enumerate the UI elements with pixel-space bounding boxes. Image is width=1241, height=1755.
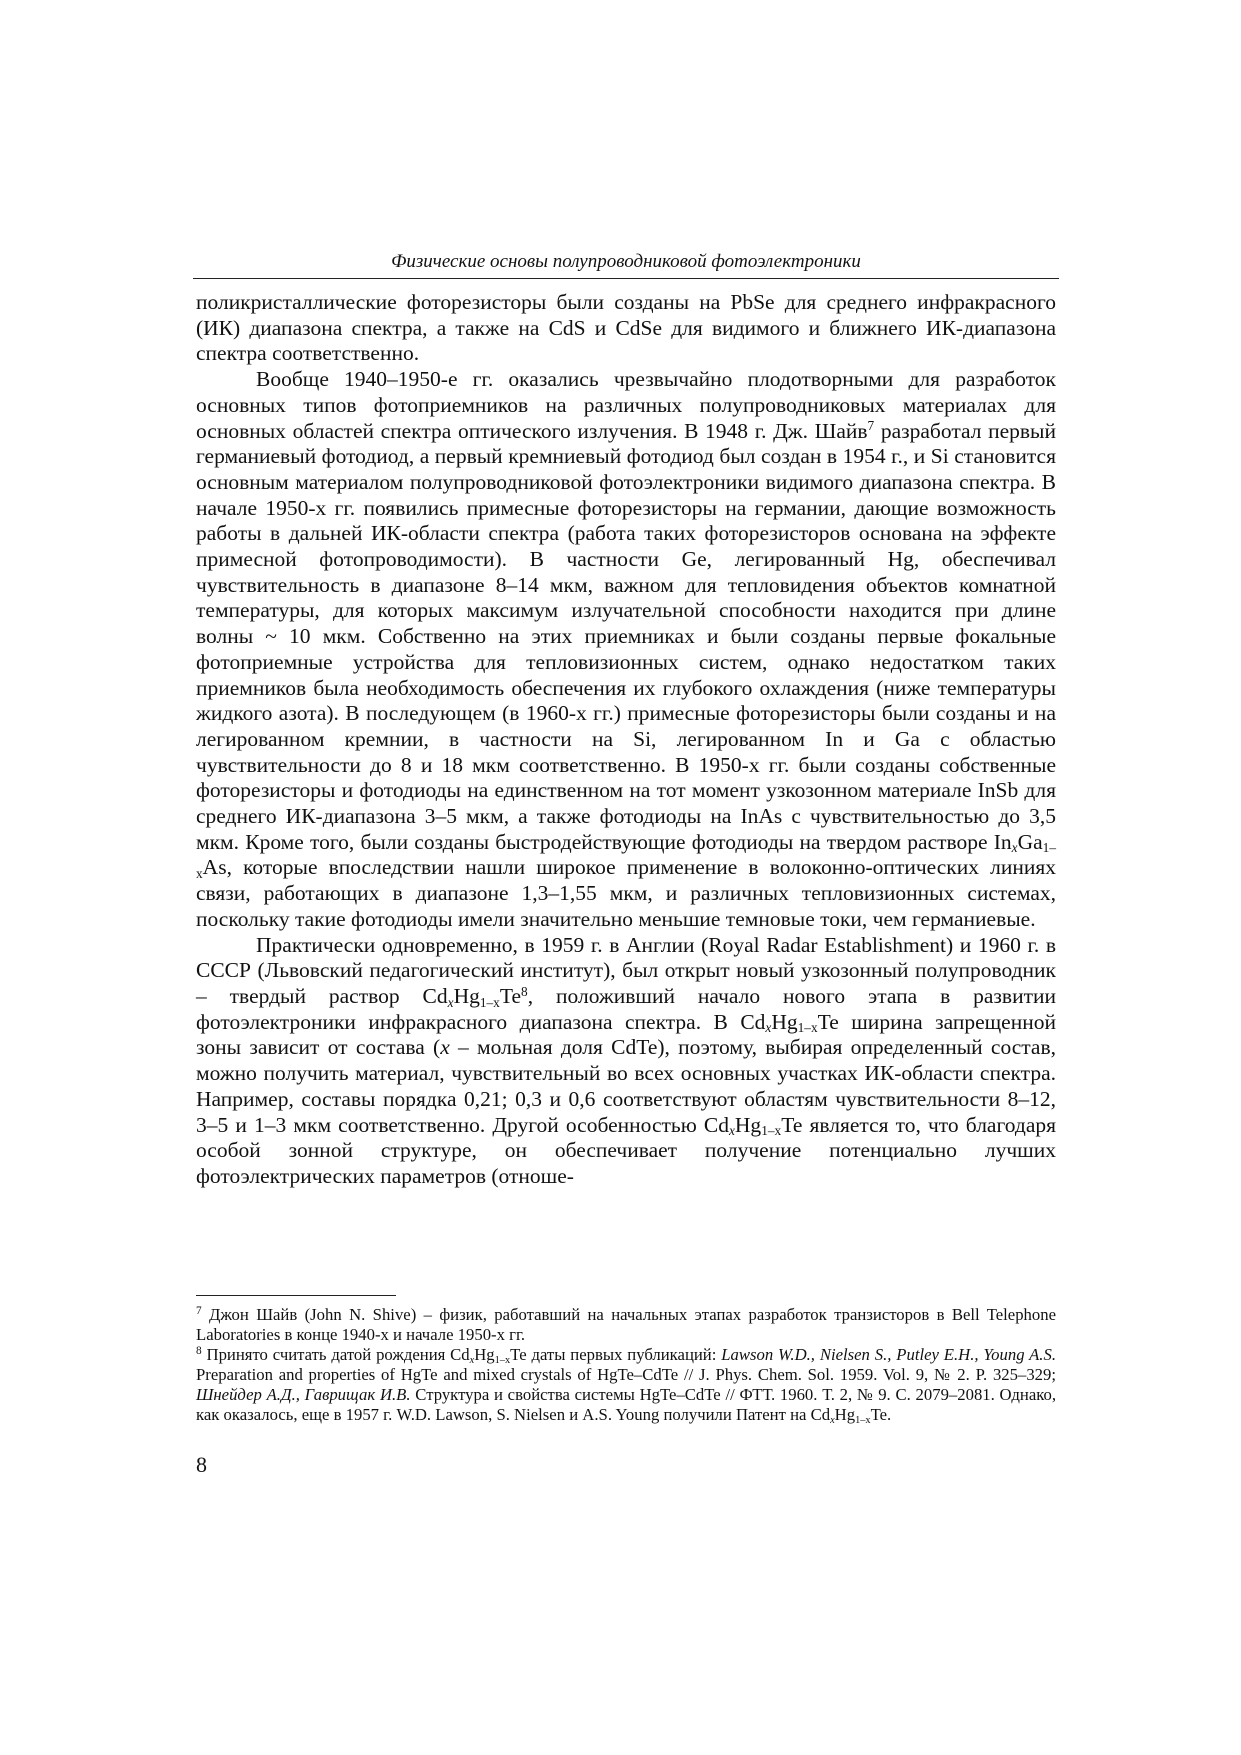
paragraph-2 [196, 367, 1056, 932]
text-run: Te [499, 983, 522, 1008]
subscript: x [469, 1354, 475, 1366]
header-rule [193, 278, 1059, 279]
footnote-mark: 8 [196, 1345, 202, 1358]
subscript: x [830, 1414, 835, 1426]
text-run: As, которые впоследствии нашли широкое применение в волоконно-оптических линиях связи, работающих в диапазоне 1,3–1,55 мкм, и различных тепловизионных системах, поскольку такие фотодиоды имели значительно меньшие темновые токи, чем германиевые. [196, 855, 1056, 931]
text-run: Te ширина запрещенной зоны зависит от состава ( [196, 1009, 1056, 1060]
footnote-rule [196, 1295, 396, 1296]
text-run: Te даты первых публикаций: [510, 1345, 722, 1364]
subscript: 1–x [196, 840, 1056, 882]
paragraph-1-text: поликристаллические фоторезисторы были созданы на PbSe для среднего инфракрасного (ИК) диапазона спектра, а также на CdS и CdSe для видимого и ближнего ИК-диапазона спектра соответственно. [196, 290, 1056, 366]
footnotes [196, 1305, 1056, 1425]
text-run: Te. [870, 1405, 892, 1424]
paragraph-3 [196, 933, 1056, 1190]
paragraph-1 [196, 290, 1056, 367]
footnote-text: Джон Шайв (John N. Shive) – физик, работавший на начальных этапах разработок транзисторов в Bell Telephone Laboratories в конце 1940-х и начале 1950-х гг. [196, 1305, 1056, 1344]
running-header: Физические основы полупроводниковой фотоэлектроники [391, 251, 861, 272]
citation-authors: Шнейдер А.Д., Гаврищак И.В. [196, 1385, 411, 1404]
footnote-mark: 7 [196, 1305, 202, 1318]
text-run: Вообще 1940–1950-е гг. оказались чрезвычайно плодотворными для разработок основных типов фотоприемников на различных полупроводниковых материалах для основных областей спектра оптического излучения. В 1948 г. Дж. Шайв [196, 367, 1056, 443]
text-run: разработал первый германиевый фотодиод, а первый кремниевый фотодиод был создан в 1954 г., и Si становится основным материалом полупроводниковой фотоэлектроники видимого диапазона спектра. В начале 1950-х гг. появились примесные фоторезисторы на германии, дающие возможность работы в дальней ИК-области спектра (работа таких фоторезисторов основана на эффекте примесной фотопроводимости). В частности Ge, легированный Hg, обеспечивал чувствительность в диапазоне 8–14 мкм, важном для тепловидения объектов комнатной температуры, для которых максимум излучательной способности находится при длине волны ~ 10 мкм. Собственно на этих приемниках и были созданы первые фокальные фотоприемные устройства для тепловизионных систем, однако недостатком таких приемников была необходимость обеспечения их глубокого охлаждения (ниже температуры жидкого азота). В последующем (в 1960-х гг.) примесные фоторезисторы были созданы и на легированном кремнии, в частности на Si, легированном In и Ga с областью чувствительности до 8 и 18 мкм соответственно. В 1950-х гг. были созданы собственные фоторезисторы и фотодиоды на единственном на тот момент узкозонном материале InSb для среднего ИК-диапазона 3–5 мкм, а также фотодиоды на InAs с чувствительностью до 3,5 мкм. Кроме того, были созданы быстродействующие фотодиоды на твердом растворе In [196, 418, 1056, 854]
text-run: Ga [1017, 829, 1043, 854]
main-text [196, 290, 1056, 1190]
citation-authors: Lawson W.D., Nielsen S., Putley E.H., Young A.S. [721, 1345, 1056, 1364]
subscript: x [728, 1123, 735, 1139]
subscript: 1–x [855, 1414, 871, 1426]
subscript: x [1011, 840, 1018, 856]
subscript: 1–x [761, 1123, 782, 1139]
math-variable: x [440, 1035, 450, 1060]
subscript: 1–x [797, 1020, 818, 1036]
text-run: Hg [771, 1009, 798, 1034]
text-run: – мольная доля CdTe), поэтому, выбирая определенный состав, можно получить материал, чувствительный во всех основных участках ИК-области спектра. Например, составы порядка 0,21; 0,3 и 0,6 соответствуют областям чувствительности 8–12, 3–5 и 1–3 мкм соответственно. Другой особенностью Cd [196, 1035, 1057, 1137]
footnote-ref-7[interactable]: 7 [867, 418, 875, 434]
text-run: Preparation and properties of HgTe and mixed crystals of HgTe–CdTe // J. Phys. Chem. Sol. 1959. Vol. 9, № 2. P. 325–329; [196, 1365, 1056, 1384]
text-run: Принято считать датой рождения Cd [201, 1345, 470, 1364]
page-number: 8 [196, 1452, 207, 1477]
subscript: x [765, 1020, 772, 1036]
subscript: 1–x [479, 994, 500, 1010]
text-run: Hg [474, 1345, 495, 1364]
subscript: 1–x [494, 1354, 511, 1366]
text-run: , положивший начало нового этапа в развитии фотоэлектроники инфракрасного диапазона спектра. В Cd [196, 983, 1056, 1034]
footnote-7 [196, 1305, 1056, 1345]
text-run: Структура и свойства системы HgTe–CdTe // ФТТ. 1960. Т. 2, № 9. С. 2079–2081. Однако, как оказалось, еще в 1957 г. W.D. Lawson, S. Nielsen и A.S. Young получили Патент на Cd [196, 1385, 1056, 1424]
text-run: Te является то, что благодаря особой зонной структуре, он обеспечивает получение потенциально лучших фотоэлектрических параметров (отноше- [196, 1112, 1057, 1188]
footnote-ref-8[interactable]: 8 [521, 983, 528, 999]
text-run: Практически одновременно, в 1959 г. в Англии (Royal Radar Establishment) и 1960 г. в СССР (Львовский педагогический институт), был открыт новый узкозонный полупроводник – твердый раствор Cd [196, 932, 1056, 1008]
subscript: x [447, 994, 454, 1010]
footnote-8 [196, 1345, 1056, 1425]
text-run: Hg [834, 1405, 856, 1424]
text-run: Hg [734, 1112, 762, 1137]
text-run: Hg [453, 983, 480, 1008]
